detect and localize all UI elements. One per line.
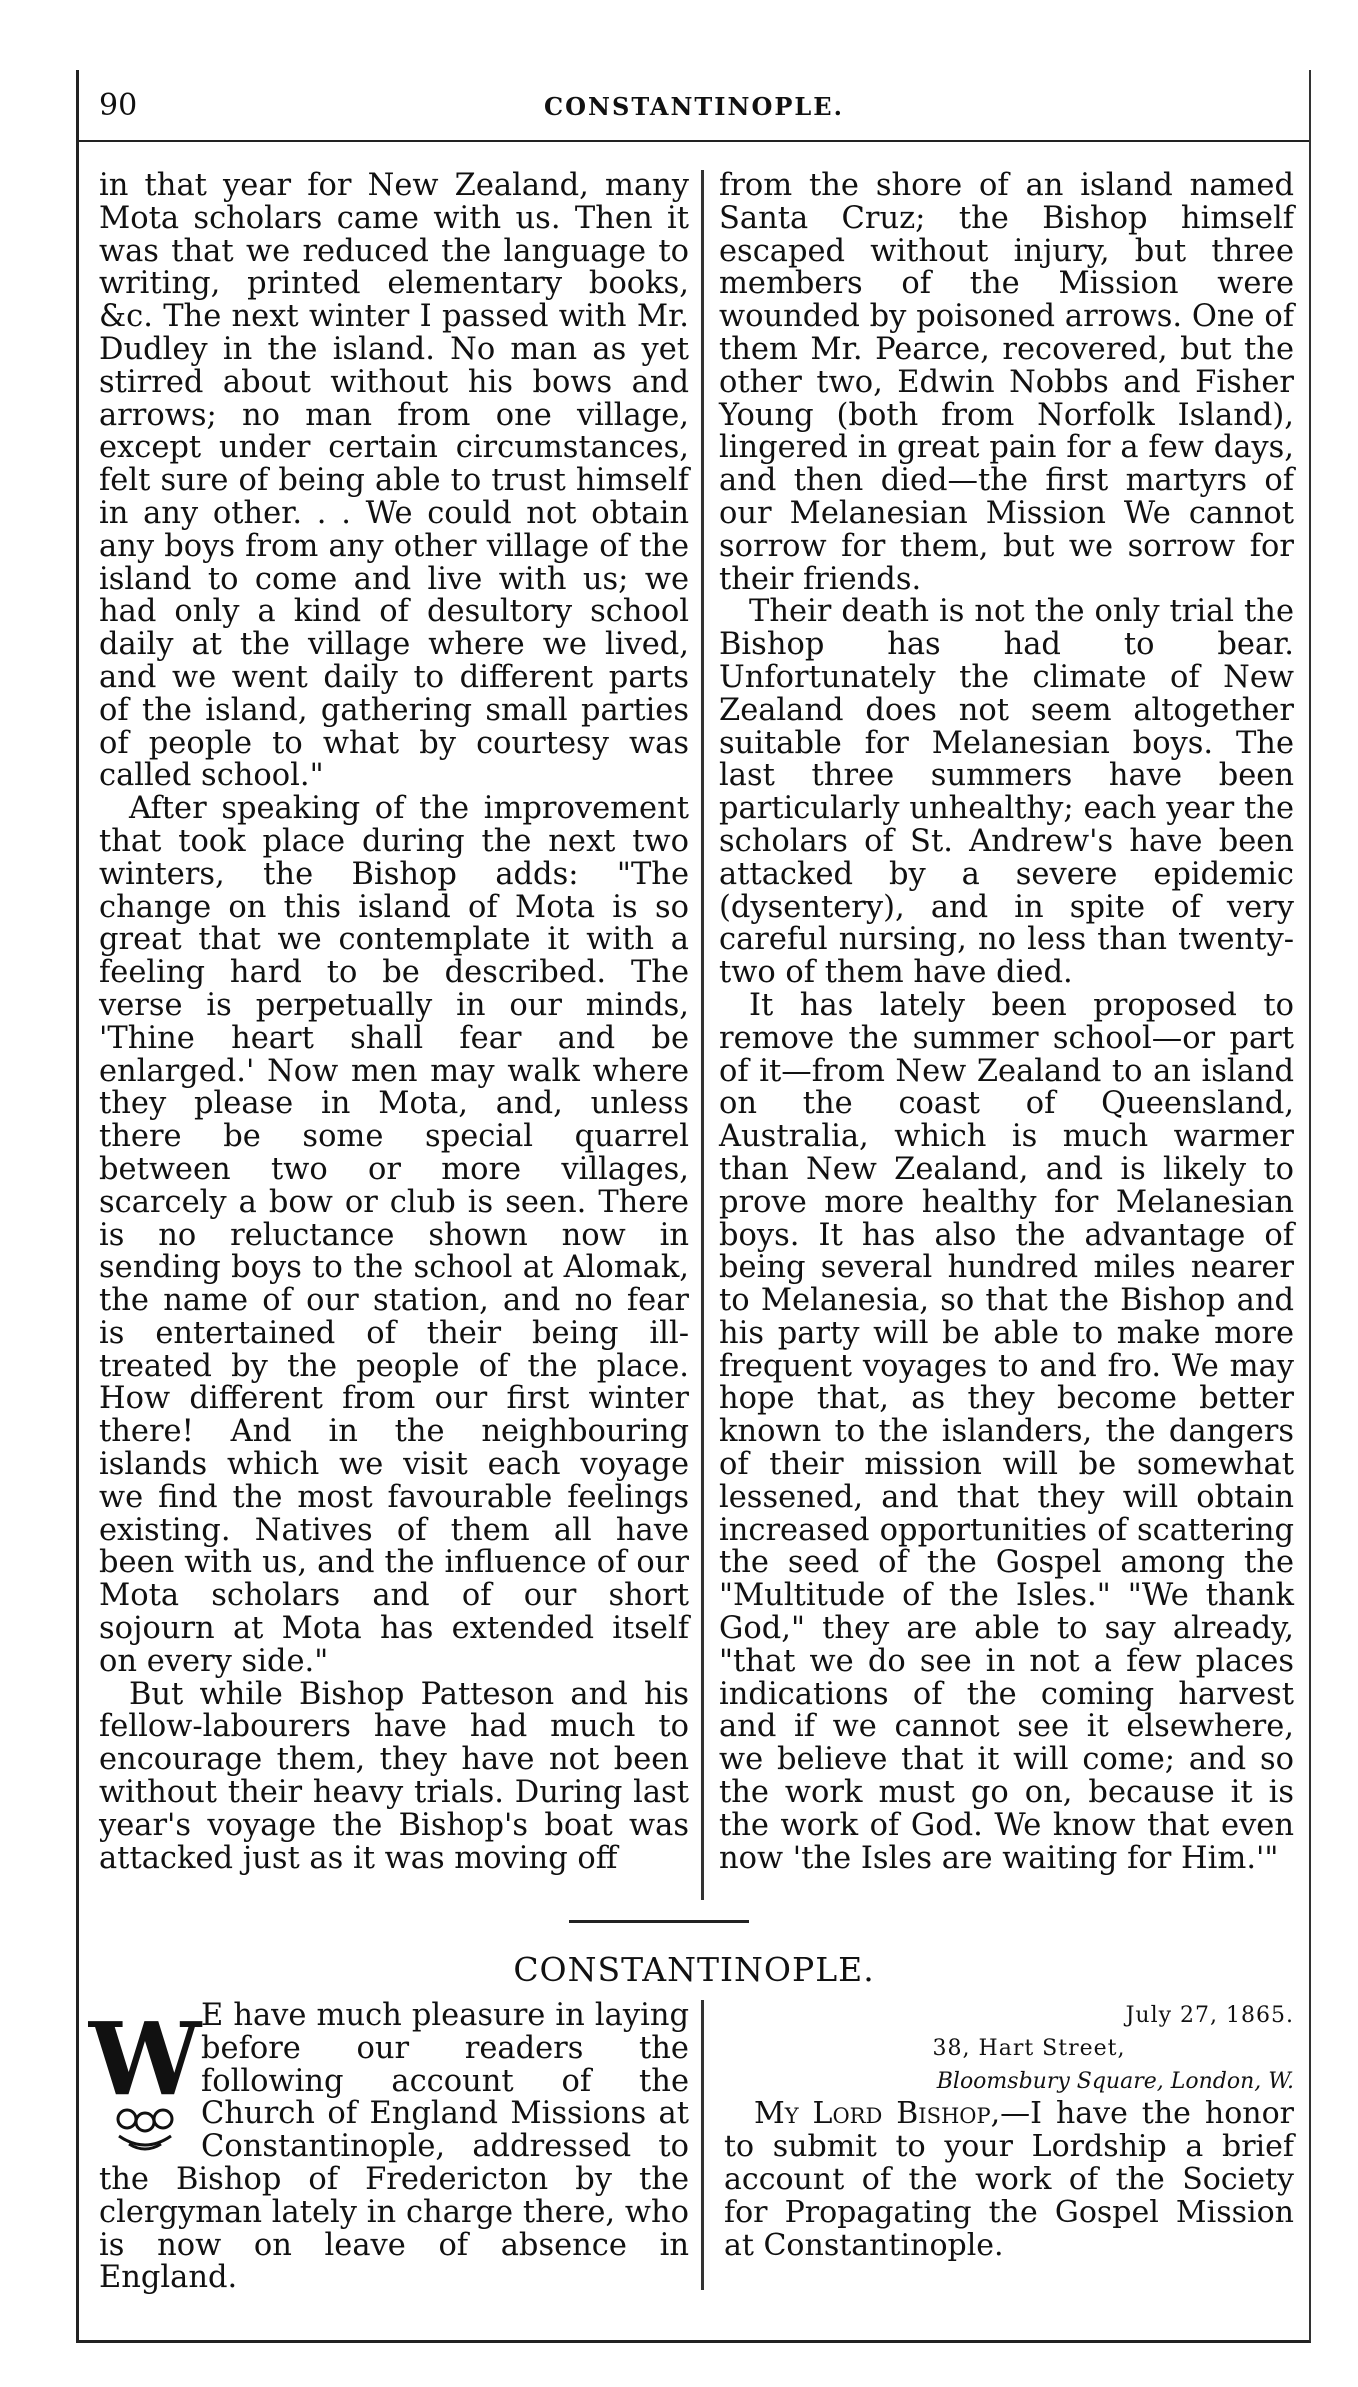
column-divider: [701, 170, 704, 1900]
letter-address-city: Bloomsbury Square, London, W.: [936, 2068, 1294, 2094]
left-paragraph-3: But while Bishop Patteson and his fellow-labourers have had much to encourage them, they have not been without their heavy trials. During last year's voyage the Bishop's boat was attacked just as it was moving off: [99, 1676, 689, 1876]
right-paragraph-2: Their death is not the only trial the Bishop has had to bear. Unfortunately the climate of New Zealand does not seem altogether suitable for Melanesian boys. The last three summers have been particularly unhealthy; each year the scholars of St. Andrew's have been attacked by a severe epidemic (dysentery), and in spite of very careful nursing, no less than twenty-two of them have died.: [719, 594, 1294, 991]
left-column: [99, 170, 689, 1875]
letter-date: July 27, 1865.: [1125, 2003, 1294, 2028]
dropcap-letter: W: [88, 2000, 202, 2118]
letter: [724, 2000, 1294, 2262]
page-frame: [76, 70, 1311, 2343]
right-paragraph-1: from the shore of an island named Santa Cruz; the Bishop himself escaped without injury, but three members of the Mission were wounded by poisoned arrows. One of them Mr. Pearce, recovered, but the other two, Edwin Nobbs and Fisher Young (both from Norfolk Island), lingered in great pain for a few days, and then died—the first martyrs of our Melanesian Mission We cannot sorrow for them, but we sorrow for their friends.: [719, 168, 1294, 597]
letter-body: —I have the honor to submit to your Lordship a brief account of the work of the Society for Propagating the Gospel Mission at Constantinople.: [724, 2096, 1294, 2263]
section-intro: [88, 1998, 689, 2296]
left-paragraph-1: in that year for New Zealand, many Mota scholars came with us. Then it was that we reduced the language to writing, printed elementary books, &c. The next winter I passed with Mr. Dudley in the island. No man as yet stirred about without his bows and arrows; no man from one village, except under certain circumstances, felt sure of being able to trust himself in any other. . . We could not obtain any boys from any other village of the island to come and live with us; we had only a kind of desultory school daily at the village where we lived, and we went daily to different parts of the island, gathering small parties of people to what by courtesy was called school.": [99, 168, 689, 794]
letter-salutation: My Lord Bishop,: [754, 2096, 1001, 2132]
left-paragraph-2: After speaking of the improvement that took place during the next two winters, the Bishop adds: "The change on this island of Mota is so great that we contemplate it with a feeling hard to be described. The verse is perpetually in our minds, 'Thine heart shall fear and be enlarged.' Now men may walk where they please in Mota, and, unless there be some special quarrel between two or more villages, scarcely a bow or club is seen. There is no reluctance shown now in sending boys to the school at Alomak, the name of our station, and no fear is entertained of their being ill-treated by the people of the place. How different from our first winter there! And in the neighbouring islands which we visit each voyage we find the most favourable feelings existing. Natives of them all have been with us, and the influence of our Mota scholars and of our short sojourn at Mota has extended itself on every side.": [99, 791, 689, 1679]
running-title: CONSTANTINOPLE.: [544, 92, 844, 121]
right-paragraph-3: It has lately been proposed to remove the summer school—or part of it—from New Zealand to an island on the coast of Queensland, Australia, which is much warmer than New Zealand, and is likely to prove more healthy for Melanesian boys. It has also the advantage of being several hundred miles nearer to Melanesia, so that the Bishop and his party will be able to make more frequent voyages to and fro. We may hope that, as they become better known to the islanders, the dangers of their mission will be somewhat lessened, and that they will obtain increased opportunities of scattering the seed of the Gospel among the "Multitude of the Isles." "We thank God," they are able to say already, "that we do see in not a few places indications of the coming harvest and if we cannot see it elsewhere, we believe that it will come; and so the work must go on, because it is the work of God. We know that even now 'the Isles are waiting for Him.'": [719, 987, 1294, 1876]
page-number: 90: [99, 88, 138, 123]
letter-address-street: 38, Hart Street,: [932, 2035, 1126, 2061]
right-column: [719, 170, 1294, 1875]
ornamental-dropcap-icon: [88, 2000, 202, 2154]
section-rule: [569, 1920, 749, 1923]
section-column-divider: [701, 2000, 704, 2290]
section-intro-text: E have much pleasure in laying before our readers the following account of the Church of England Missions at Constantinople, addressed to the Bishop of Fredericton by the clergyman lately in charge there, who is now on leave of absence in England.: [99, 1998, 689, 2296]
section-title: CONSTANTINOPLE.: [513, 1950, 875, 1989]
page-header: [79, 70, 1309, 142]
letter-body-block: [724, 2098, 1294, 2262]
